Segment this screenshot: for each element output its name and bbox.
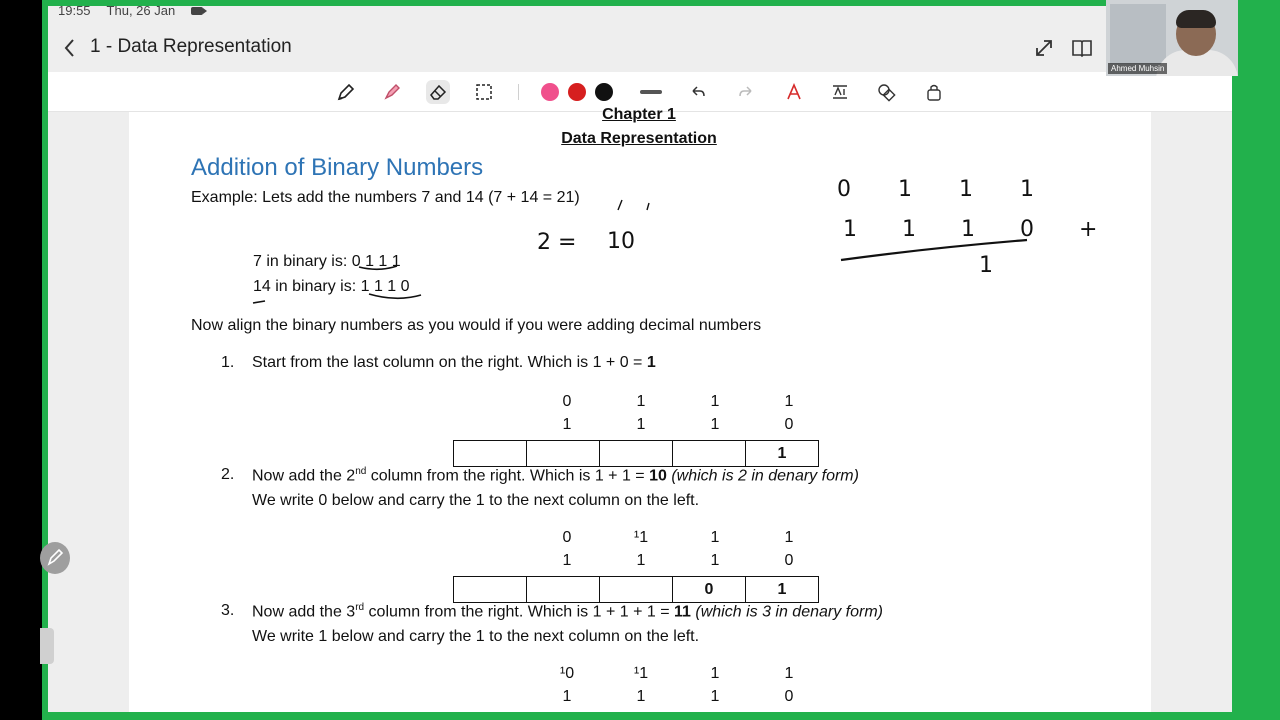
digit-row2: 0 bbox=[784, 416, 794, 433]
digit-row2: 1 bbox=[636, 416, 646, 433]
digit-row2: 1 bbox=[562, 688, 572, 705]
digit-row2: 0 bbox=[784, 688, 794, 705]
digit-row2: 1 bbox=[562, 416, 572, 433]
ink-underline-7 bbox=[359, 266, 397, 269]
step-text: Now add the 2nd column from the right. Which is 1 + 1 = 10 (which is 2 in denary form) bbox=[252, 466, 859, 485]
lock-icon bbox=[924, 82, 944, 102]
digit-row2: 0 bbox=[784, 552, 794, 569]
page-heading: Addition of Binary Numbers bbox=[191, 154, 484, 181]
digit-row1: 1 bbox=[784, 393, 794, 410]
webcam-overlay bbox=[1106, 0, 1238, 76]
digit-row1: 1 bbox=[710, 665, 720, 682]
redo-icon bbox=[736, 82, 756, 102]
digit-row1: ¹1 bbox=[633, 665, 649, 682]
handwriting-layer bbox=[129, 112, 1151, 712]
status-time: 19:55 bbox=[58, 6, 91, 18]
ink-carry-marks bbox=[618, 200, 649, 210]
pen-tool[interactable] bbox=[334, 80, 358, 104]
text-recognition-icon bbox=[784, 82, 804, 102]
ink-result: 1 bbox=[979, 253, 993, 278]
digit-row2: 1 bbox=[710, 688, 720, 705]
pen-icon bbox=[336, 82, 356, 102]
lasso-select-icon bbox=[474, 82, 494, 102]
lasso-select-tool[interactable] bbox=[472, 80, 496, 104]
text-recognition-button[interactable] bbox=[782, 80, 806, 104]
status-date: Thu, 26 Jan bbox=[106, 6, 176, 18]
step-number: 3. bbox=[221, 602, 235, 619]
highlighter-icon bbox=[382, 82, 402, 102]
digit-row1: 1 bbox=[784, 529, 794, 546]
ink-middle-row: 1 1 1 0 + bbox=[843, 217, 1117, 242]
undo-button[interactable] bbox=[686, 80, 710, 104]
digit-row1: 1 bbox=[710, 529, 720, 546]
digit-row1: 0 bbox=[562, 529, 572, 546]
digit-row2: 1 bbox=[562, 552, 572, 569]
stroke-width-icon[interactable] bbox=[640, 90, 662, 94]
lock-button[interactable] bbox=[922, 80, 946, 104]
digit-row2: 1 bbox=[636, 688, 646, 705]
presenter-hair bbox=[1176, 10, 1216, 28]
result-cell: 1 bbox=[745, 440, 819, 467]
eraser-tool[interactable] bbox=[426, 80, 450, 104]
toolbar-divider bbox=[518, 84, 519, 100]
result-cell: 0 bbox=[672, 576, 746, 603]
document-title: 1 - Data Representation bbox=[90, 36, 292, 57]
shapes-icon bbox=[876, 82, 896, 102]
document-page bbox=[129, 106, 1151, 712]
digit-row1: ¹1 bbox=[633, 529, 649, 546]
example-text: Example: Lets add the numbers 7 and 14 (7 + 14 = 21) bbox=[191, 189, 580, 206]
ink-top-row: 0 1 1 1 bbox=[837, 177, 1054, 202]
notes-app-screen bbox=[48, 6, 1232, 712]
digit-row2: 1 bbox=[710, 552, 720, 569]
step-number: 1. bbox=[221, 354, 235, 371]
step-text: Start from the last column on the right. Which is 1 + 0 = 1 bbox=[252, 354, 656, 371]
presenter-name: Ahmed Muhsin bbox=[1108, 63, 1167, 74]
pencil-icon bbox=[40, 542, 70, 574]
digit-row1: 1 bbox=[636, 393, 646, 410]
binary-14-value: 1 1 1 0 bbox=[360, 278, 410, 295]
result-cell: 1 bbox=[745, 576, 819, 603]
side-panel-handle[interactable] bbox=[40, 628, 54, 664]
redo-button[interactable] bbox=[734, 80, 758, 104]
digit-row1: 1 bbox=[784, 665, 794, 682]
color-swatch-black[interactable] bbox=[595, 83, 613, 101]
expand-icon bbox=[1032, 36, 1056, 60]
ink-equation-right: 10 bbox=[607, 229, 635, 254]
title-bar bbox=[48, 28, 1232, 68]
reading-mode-button[interactable] bbox=[1070, 36, 1094, 60]
digit-row2: 1 bbox=[710, 416, 720, 433]
undo-icon bbox=[688, 82, 708, 102]
section-title: Data Representation bbox=[561, 130, 717, 147]
step-text: Now add the 3rd column from the right. Which is 1 + 1 + 1 = 11 (which is 3 in denary form) bbox=[252, 602, 883, 621]
floating-pen-button[interactable] bbox=[40, 542, 70, 574]
eraser-icon bbox=[428, 82, 448, 102]
chapter-label: Chapter 1 bbox=[602, 106, 676, 123]
binary-7-value: 0 1 1 1 bbox=[351, 253, 401, 270]
digit-row1: ¹0 bbox=[559, 665, 575, 682]
digit-row2: 1 bbox=[636, 552, 646, 569]
book-icon bbox=[1070, 36, 1094, 60]
background-shelf bbox=[1110, 4, 1166, 64]
digit-row1: 1 bbox=[710, 393, 720, 410]
chevron-left-icon bbox=[58, 34, 82, 62]
shapes-button[interactable] bbox=[874, 80, 898, 104]
video-camera-icon bbox=[191, 7, 203, 15]
left-strip bbox=[0, 0, 42, 720]
digit-row1: 0 bbox=[562, 393, 572, 410]
step-2-note: We write 0 below and carry the 1 to the next column on the left. bbox=[252, 492, 700, 509]
status-bar bbox=[58, 6, 203, 18]
align-instruction: Now align the binary numbers as you would if you were adding decimal numbers bbox=[191, 317, 762, 334]
ink-sum-line bbox=[841, 240, 1027, 260]
text-size-icon bbox=[830, 82, 850, 102]
color-swatch-pink[interactable] bbox=[541, 83, 559, 101]
binary-14-label: 14 in binary is: bbox=[253, 278, 361, 295]
step-number: 2. bbox=[221, 466, 235, 483]
back-button[interactable] bbox=[58, 34, 82, 62]
color-swatch-red[interactable] bbox=[568, 83, 586, 101]
ink-underline-14 bbox=[369, 294, 421, 298]
text-size-button[interactable] bbox=[828, 80, 852, 104]
step-3-note: We write 1 below and carry the 1 to the next column on the left. bbox=[252, 628, 700, 645]
expand-button[interactable] bbox=[1032, 36, 1056, 60]
ink-dash bbox=[253, 301, 265, 303]
highlighter-tool[interactable] bbox=[380, 80, 404, 104]
binary-7-label: 7 in binary is: bbox=[253, 253, 352, 270]
ink-equation-left: 2 = bbox=[537, 230, 577, 255]
